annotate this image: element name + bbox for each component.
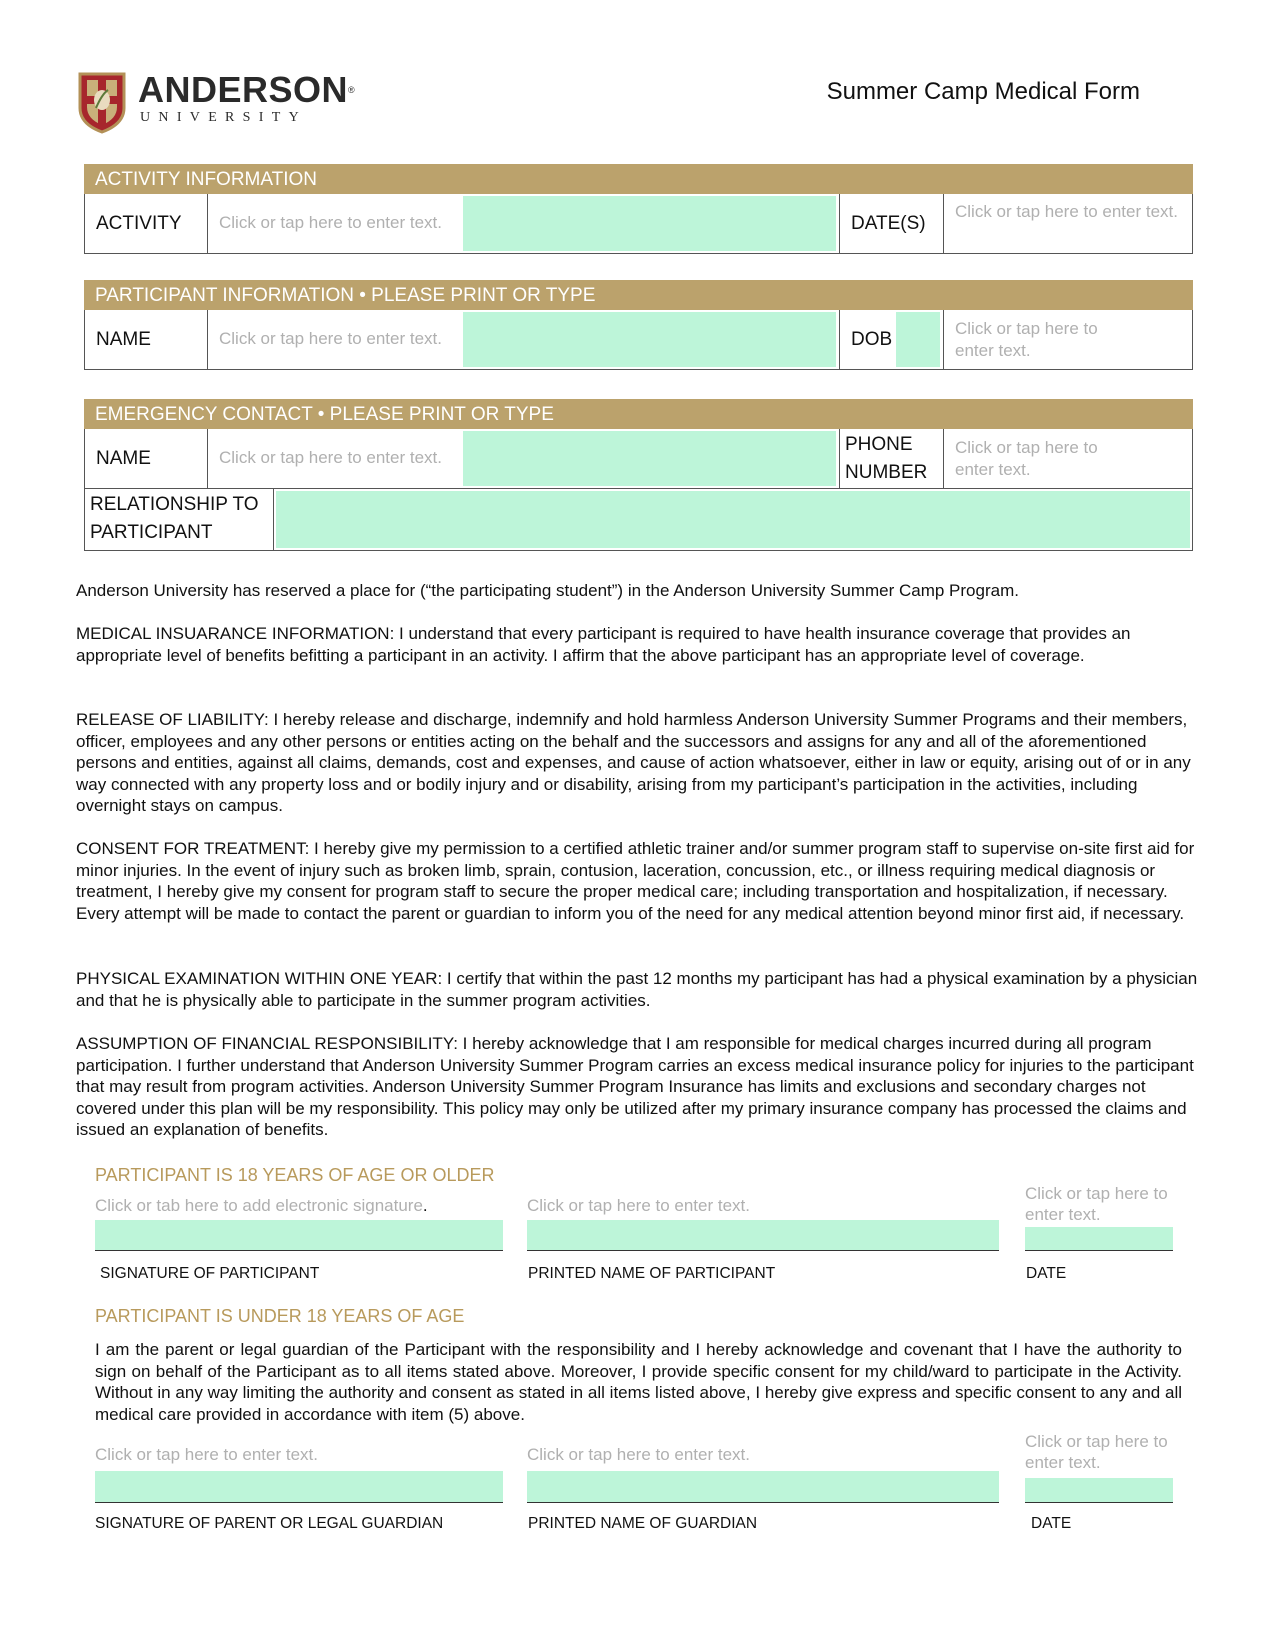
minor-heading: PARTICIPANT IS UNDER 18 YEARS OF AGE (95, 1306, 465, 1326)
relationship-field[interactable] (273, 489, 1192, 550)
participant-name-placeholder: Click or tap here to enter text. (219, 329, 442, 348)
relationship-highlight (276, 491, 1190, 548)
guardian-name-placeholder: Click or tap here to enter text. (527, 1445, 750, 1464)
relationship-label (85, 489, 273, 550)
phone-label-line2: NUMBER (845, 462, 928, 483)
section-bar-activity: ACTIVITY INFORMATION (84, 164, 1193, 194)
dob-label-text: DOB (851, 328, 893, 350)
guardian-name-line (527, 1471, 999, 1503)
emergency-name-field[interactable] (207, 429, 839, 488)
participant-name-label: NAME (96, 328, 151, 350)
participant-row (84, 310, 1193, 370)
shield-crest-icon (78, 70, 126, 134)
consent-paragraph: CONSENT FOR TREATMENT: I hereby give my permission to a certified athletic trainer and/or summer program staff to supervise on-site first aid for minor injuries. In the event of injury such as broken limb, sprain, contusion, laceration, concussion, etc., or illness requiring medical diagnosis or treatment, I hereby give my consent for program staff to secure the proper medical care; including transportation and hospitalization, if necessary. Every attempt will be made to contact the parent or guardian to inform you of the need for any medical attention beyond minor first aid, if necessary. (76, 839, 1195, 923)
logo-wordmark: ANDERSON® (138, 69, 356, 110)
dob-highlight[interactable] (896, 312, 940, 367)
relationship-label-line1: RELATIONSHIP TO (90, 494, 259, 515)
participant-name-highlight (463, 312, 836, 367)
participant-name-field[interactable] (207, 310, 839, 369)
physical-exam-paragraph: PHYSICAL EXAMINATION WITHIN ONE YEAR: I certify that within the past 12 months my participant has had a physical examination by a physician and that he is physically able to participate in the summer program activities. (76, 969, 1198, 1010)
guardian-name-caption: PRINTED NAME OF GUARDIAN (528, 1515, 758, 1532)
adult-name-placeholder: Click or tap here to enter text. (527, 1196, 750, 1215)
activity-field[interactable] (207, 194, 839, 253)
adult-signature-field[interactable] (95, 1192, 503, 1250)
guardian-date-field[interactable] (1025, 1431, 1173, 1502)
activity-field-highlight (463, 196, 836, 251)
emergency-name-highlight (463, 431, 836, 486)
activity-placeholder: Click or tap here to enter text. (219, 213, 442, 232)
relationship-label-line2: PARTICIPANT (90, 522, 213, 543)
emergency-row (84, 429, 1193, 489)
logo-subtitle: UNIVERSITY (140, 110, 307, 125)
activity-row (84, 194, 1193, 254)
form-title: Summer Camp Medical Form (826, 78, 1140, 105)
dob-field[interactable] (943, 310, 1192, 369)
dob-placeholder: Click or tap here to enter text. (955, 319, 1098, 360)
liability-paragraph: RELEASE OF LIABILITY: I hereby release and discharge, indemnify and hold harmless Anderson University Summer Programs and their members, officer, employees and any other persons or entities acting on the behalf and the successors and assigns for any and all of the aforementioned persons and entities, against all claims, demands, cost and expenses, and cause of action whatsoever, either in law or equity, arising out of or in any way connected with any property loss and or bodily injury and or disability, arising from my participant’s participation in the activities, including overnight stays on campus. (76, 710, 1191, 815)
dates-placeholder: Click or tap here to enter text. (955, 202, 1178, 221)
adult-signature-line (95, 1220, 503, 1251)
adult-date-placeholder: Click or tap here to enter text. (1025, 1184, 1168, 1224)
dates-label: DATE(S) (839, 194, 943, 253)
guardian-date-line (1025, 1478, 1173, 1503)
relationship-row (84, 489, 1193, 551)
guardian-printed-name-field[interactable] (527, 1440, 999, 1502)
adult-signature-placeholder: Click or tab here to add electronic signature. (95, 1196, 428, 1215)
adult-name-caption: PRINTED NAME OF PARTICIPANT (528, 1265, 776, 1282)
guardian-signature-field[interactable] (95, 1440, 503, 1502)
adult-printed-name-field[interactable] (527, 1192, 999, 1250)
guardian-signature-line (95, 1471, 503, 1503)
adult-date-caption: DATE (1026, 1265, 1067, 1282)
guardian-signature-caption: SIGNATURE OF PARENT OR LEGAL GUARDIAN (95, 1515, 444, 1532)
activity-label: ACTIVITY (96, 212, 182, 234)
dates-field[interactable] (943, 194, 1192, 253)
adult-signature-caption: SIGNATURE OF PARTICIPANT (100, 1265, 320, 1282)
intro-paragraph: Anderson University has reserved a place for (“the participating student”) in the Anderson University Summer Camp Program. (76, 581, 1019, 600)
adult-name-line (527, 1220, 999, 1251)
guardian-date-placeholder: Click or tap here to enter text. (1025, 1432, 1168, 1472)
insurance-paragraph: MEDICAL INSUARANCE INFORMATION: I understand that every participant is required to have health insurance coverage that provides an appropriate level of benefits befitting a participant in an activity. I affirm that the above participant has an appropriate level of coverage. (76, 624, 1131, 665)
phone-label-line1: PHONE (845, 434, 913, 455)
adult-heading: PARTICIPANT IS 18 YEARS OF AGE OR OLDER (95, 1165, 495, 1185)
adult-date-field[interactable] (1025, 1183, 1173, 1250)
university-logo (78, 70, 358, 134)
phone-field[interactable] (943, 429, 1192, 488)
guardian-date-caption: DATE (1031, 1515, 1072, 1532)
emergency-name-placeholder: Click or tap here to enter text. (219, 448, 442, 467)
section-bar-participant: PARTICIPANT INFORMATION • PLEASE PRINT OR TYPE (84, 280, 1193, 310)
guardian-statement: I am the parent or legal guardian of the Participant with the responsibility and I hereby acknowledge and covenant that I have the authority to sign on behalf of the Participant as to all items stated above. Moreover, I provide specific consent for my child/ward to participate in the Activity. Without in any way limiting the authority and consent as stated in all items listed above, I hereby give express and specific consent to any and all medical care provided in accordance with item (5) above. (95, 1340, 1182, 1424)
emergency-name-label: NAME (96, 447, 151, 469)
dob-label (839, 310, 943, 369)
section-bar-emergency: EMERGENCY CONTACT • PLEASE PRINT OR TYPE (84, 399, 1193, 429)
guardian-signature-placeholder: Click or tap here to enter text. (95, 1445, 318, 1464)
phone-placeholder: Click or tap here to enter text. (955, 438, 1098, 479)
financial-paragraph: ASSUMPTION OF FINANCIAL RESPONSIBILITY: I hereby acknowledge that I am responsible for medical charges incurred during all program participation. I further understand that Anderson University Summer Program carries an excess medical insurance policy for injuries to the participant that may result from program activities. Anderson University Summer Program Insurance has limits and exclusions and secondary charges not covered under this plan will be my responsibility. This policy may only be utilized after my primary insurance company has processed the claims and issued an explanation of benefits. (76, 1034, 1194, 1139)
phone-label (839, 429, 943, 488)
adult-date-line (1025, 1227, 1173, 1251)
